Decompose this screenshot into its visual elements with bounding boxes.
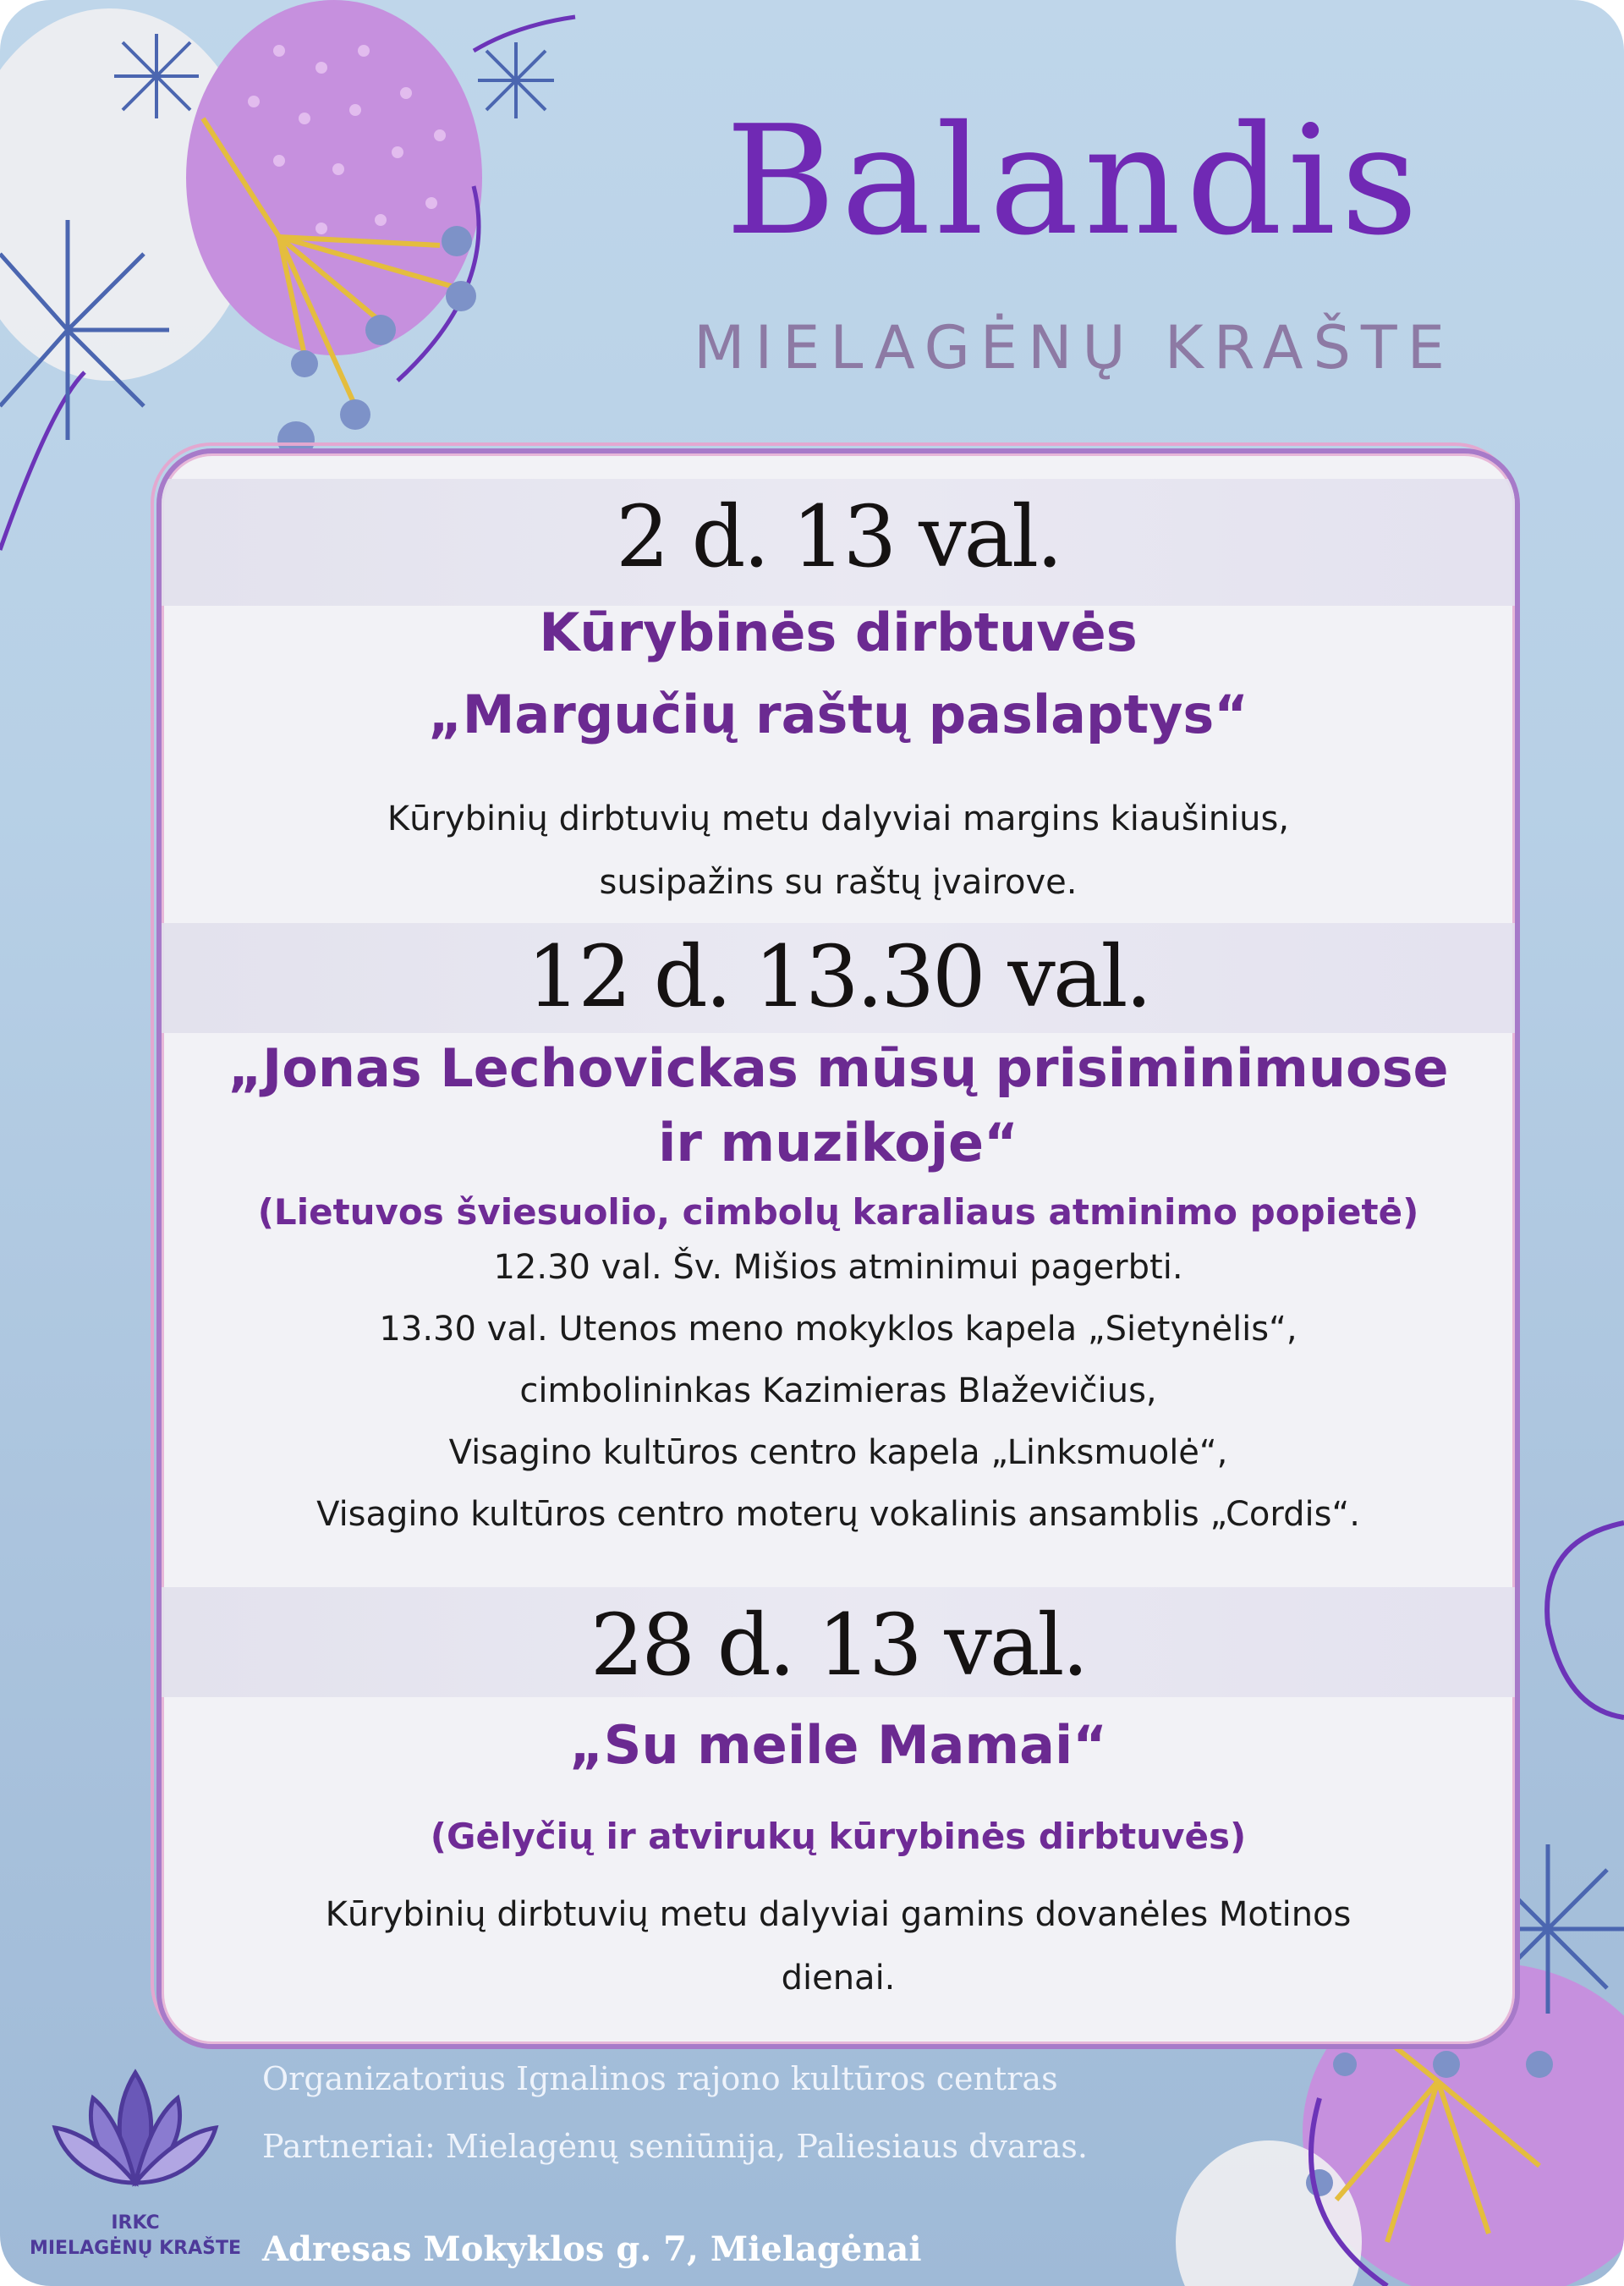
event-date: 2 d. 13 val. (616, 487, 1061, 586)
events-card (156, 448, 1520, 2049)
event-title-line: ir muzikoje“ (658, 1112, 1018, 1173)
event-title-line: „Margučių raštų paslaptys“ (427, 684, 1249, 745)
event-title-line: „Jonas Lechovickas mūsų prisiminimuose (228, 1037, 1449, 1099)
event-title-line: Kūrybinės dirbtuvės (539, 602, 1138, 663)
month-title: Balandis (725, 93, 1424, 268)
event-date: 28 d. 13 val. (590, 1596, 1087, 1695)
event-description-line: 13.30 val. Utenos meno mokyklos kapela „Sietynėlis“, (379, 1310, 1298, 1349)
event-description-line: Visagino kultūros centro moterų vokalinis ansamblis „Cordis“. (316, 1495, 1360, 1534)
event-description-line: Kūrybinių dirbtuvių metu dalyviai gamins dovanėles Motinos (325, 1895, 1352, 1934)
event-description-line: Kūrybinių dirbtuvių metu dalyviai margins kiaušinius, (387, 800, 1290, 838)
logo-text-region: MIELAGĖNŲ KRAŠTE (29, 2238, 242, 2259)
logo-text-irkc: IRKC (111, 2212, 160, 2234)
event-description-line: dienai. (781, 1959, 896, 1998)
event-title-line: „Su meile Mamai“ (569, 1714, 1107, 1776)
purple-egg-decoration (186, 0, 482, 355)
event-description-line: Visagino kultūros centro kapela „Linksmuolė“, (448, 1433, 1228, 1472)
event-subtitle: (Gėlyčių ir atvirukų kūrybinės dirbtuvės) (430, 1816, 1247, 1857)
event-description-line: 12.30 val. Šv. Mišios atminimui pagerbti. (493, 1248, 1183, 1287)
region-subtitle: MIELAGĖNŲ KRAŠTE (694, 313, 1455, 382)
organizer-text: Organizatorius Ignalinos rajono kultūros centras (262, 2060, 1058, 2097)
event-description-line: susipažins su raštų įvairove. (599, 863, 1078, 902)
event-date: 12 d. 13.30 val. (526, 927, 1150, 1026)
event-subtitle: (Lietuvos šviesuolio, cimbolų karaliaus atminimo popietė) (257, 1191, 1419, 1233)
address-text: Adresas Mokyklos g. 7, Mielagėnai (262, 2229, 922, 2269)
event-description-line: cimbolininkas Kazimieras Blaževičius, (519, 1371, 1157, 1410)
partners-text: Partneriai: Mielagėnų seniūnija, Paliesiaus dvaras. (262, 2128, 1088, 2165)
